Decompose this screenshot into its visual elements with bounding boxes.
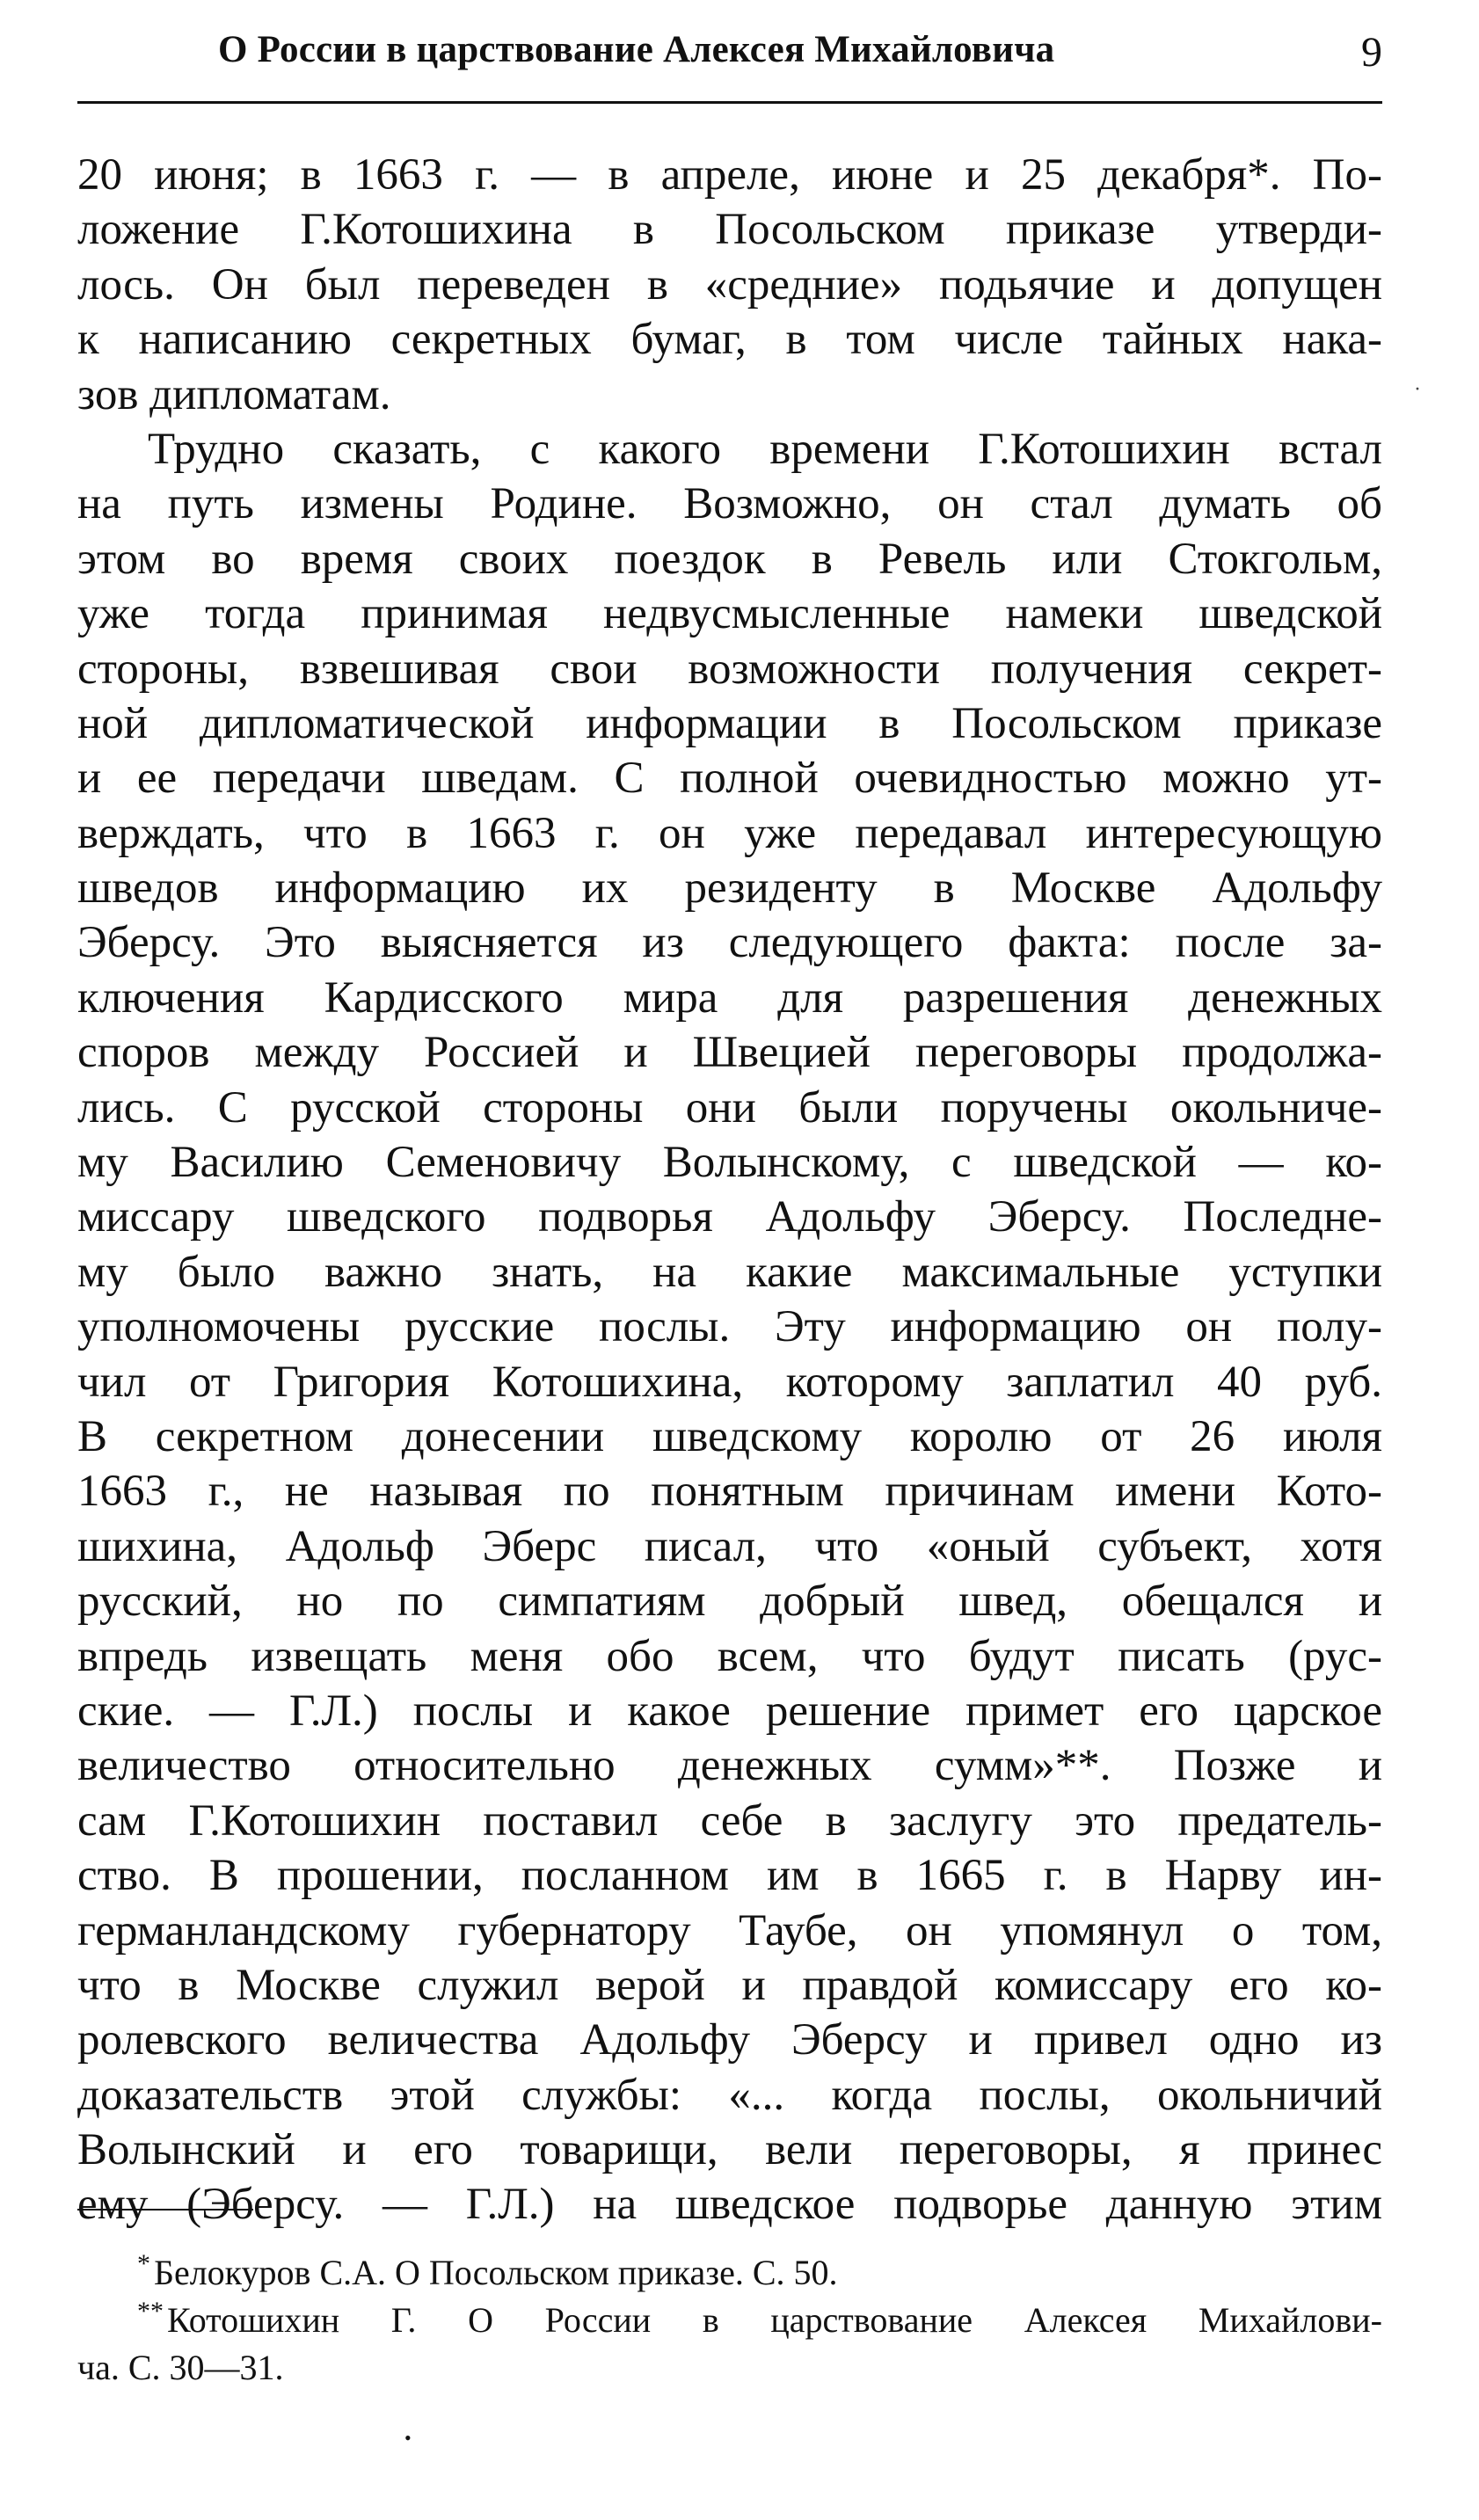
text-line: ложение Г.Котошихина в Посольском приказе утверди- — [77, 205, 1382, 255]
text-line: шведов информацию их резиденту в Москве Адольфу — [77, 863, 1382, 914]
footnote-rule — [77, 2209, 253, 2210]
header-rule — [77, 101, 1382, 104]
text-line: и ее передачи шведам. С полной очевидностью можно ут- — [77, 754, 1382, 804]
text-line: миссару шведского подворья Адольфу Эберсу. Последне- — [77, 1192, 1382, 1242]
text-line: германландскому губернатору Таубе, он упомянул о том, — [77, 1905, 1382, 1956]
text-line: Трудно сказать, с какого времени Г.Котошихин встал — [148, 424, 1382, 474]
footnote-mark: * — [137, 2249, 150, 2278]
footnote-text: ча. С. 30—31. — [77, 2348, 284, 2387]
text-line: стороны, взвешивая свои возможности получения секрет- — [77, 644, 1382, 694]
text-line: Волынский и его товарищи, вели переговоры, я принес — [77, 2125, 1382, 2175]
text-line: уже тогда принимая недвусмысленные намеки шведской — [77, 589, 1382, 639]
text-line: 20 июня; в 1663 г. — в апреле, июне и 25 декабря*. По- — [77, 150, 1382, 200]
text-line: В секретном донесении шведскому королю от 26 июля — [77, 1411, 1382, 1461]
text-line: уполномочены русские послы. Эту информацию он полу- — [77, 1302, 1382, 1352]
book-page — [77, 0, 1382, 2520]
footnote-text: Котошихин Г. О России в царствование Алексея Михайлови- — [167, 2300, 1382, 2340]
footnote-text: Белокуров С.А. О Посольском приказе. С. 50. — [154, 2253, 838, 2292]
text-line: шихина, Адольф Эберс писал, что «оный субъект, хотя — [77, 1521, 1382, 1571]
text-line: доказательств этой службы: «... когда послы, окольничий — [77, 2070, 1382, 2120]
footnote-continuation — [77, 2344, 1382, 2392]
text-line: чил от Григория Котошихина, которому заплатил 40 руб. — [77, 1357, 1382, 1407]
text-line: верждать, что в 1663 г. он уже передавал интересующую — [77, 808, 1382, 858]
text-line: на путь измены Родине. Возможно, он стал думать об — [77, 479, 1382, 529]
body-text — [77, 148, 1382, 2232]
text-line: зов дипломатам. — [77, 369, 391, 419]
text-line: ему (Эберсу. — Г.Л.) на шведское подворье данную этим — [77, 2180, 1382, 2230]
text-line: ключения Кардисского мира для разрешения денежных — [77, 972, 1382, 1023]
text-line: лись. С русской стороны они были поручены окольниче- — [77, 1082, 1382, 1133]
footnote-mark: ** — [137, 2297, 164, 2326]
text-line: 1663 г., не называя по понятным причинам имени Кото- — [77, 1467, 1382, 1517]
text-line: ство. В прошении, посланном им в 1665 г. в Нарву ин- — [77, 1851, 1382, 1901]
text-line: русский, но по симпатиям добрый швед, обещался и — [77, 1577, 1382, 1627]
text-line: ной дипломатической информации в Посольском приказе — [77, 698, 1382, 748]
text-line: впредь извещать меня обо всем, что будут писать (рус- — [77, 1631, 1382, 1681]
text-line: сам Г.Котошихин поставил себе в заслугу это предатель- — [77, 1795, 1382, 1846]
text-line: к написанию секретных бумаг, в том числе тайных нака- — [77, 315, 1382, 365]
footnote — [77, 2249, 1382, 2297]
text-line: этом во время своих поездок в Ревель или Стокгольм, — [77, 534, 1382, 584]
page-number: 9 — [1361, 29, 1382, 76]
text-line: лось. Он был переведен в «средние» подьячие и допущен — [77, 259, 1382, 310]
footnotes — [77, 2249, 1382, 2392]
text-line: ролевского величества Адольфу Эберсу и привел одно из — [77, 2015, 1382, 2065]
text-line: что в Москве служил верой и правдой комиссару его ко- — [77, 1960, 1382, 2010]
running-head — [77, 28, 1382, 81]
text-line: ские. — Г.Л.) послы и какое решение примет его царское — [77, 1686, 1382, 1736]
margin-print-mark: · — [1414, 378, 1421, 401]
text-line: споров между Россией и Швецией переговоры продолжа- — [77, 1028, 1382, 1078]
text-line: Эберсу. Это выясняется из следующего факта: после за- — [77, 918, 1382, 968]
running-title: О России в царствование Алексея Михайловича — [218, 29, 1055, 70]
text-line: му Василию Семеновичу Волынскому, с шведской — ко- — [77, 1138, 1382, 1188]
stray-print-mark: • — [404, 2427, 412, 2449]
text-line: величество относительно денежных сумм»**. Позже и — [77, 1741, 1382, 1791]
text-line: му было важно знать, на какие максимальные уступки — [77, 1247, 1382, 1297]
footnote — [77, 2297, 1382, 2344]
